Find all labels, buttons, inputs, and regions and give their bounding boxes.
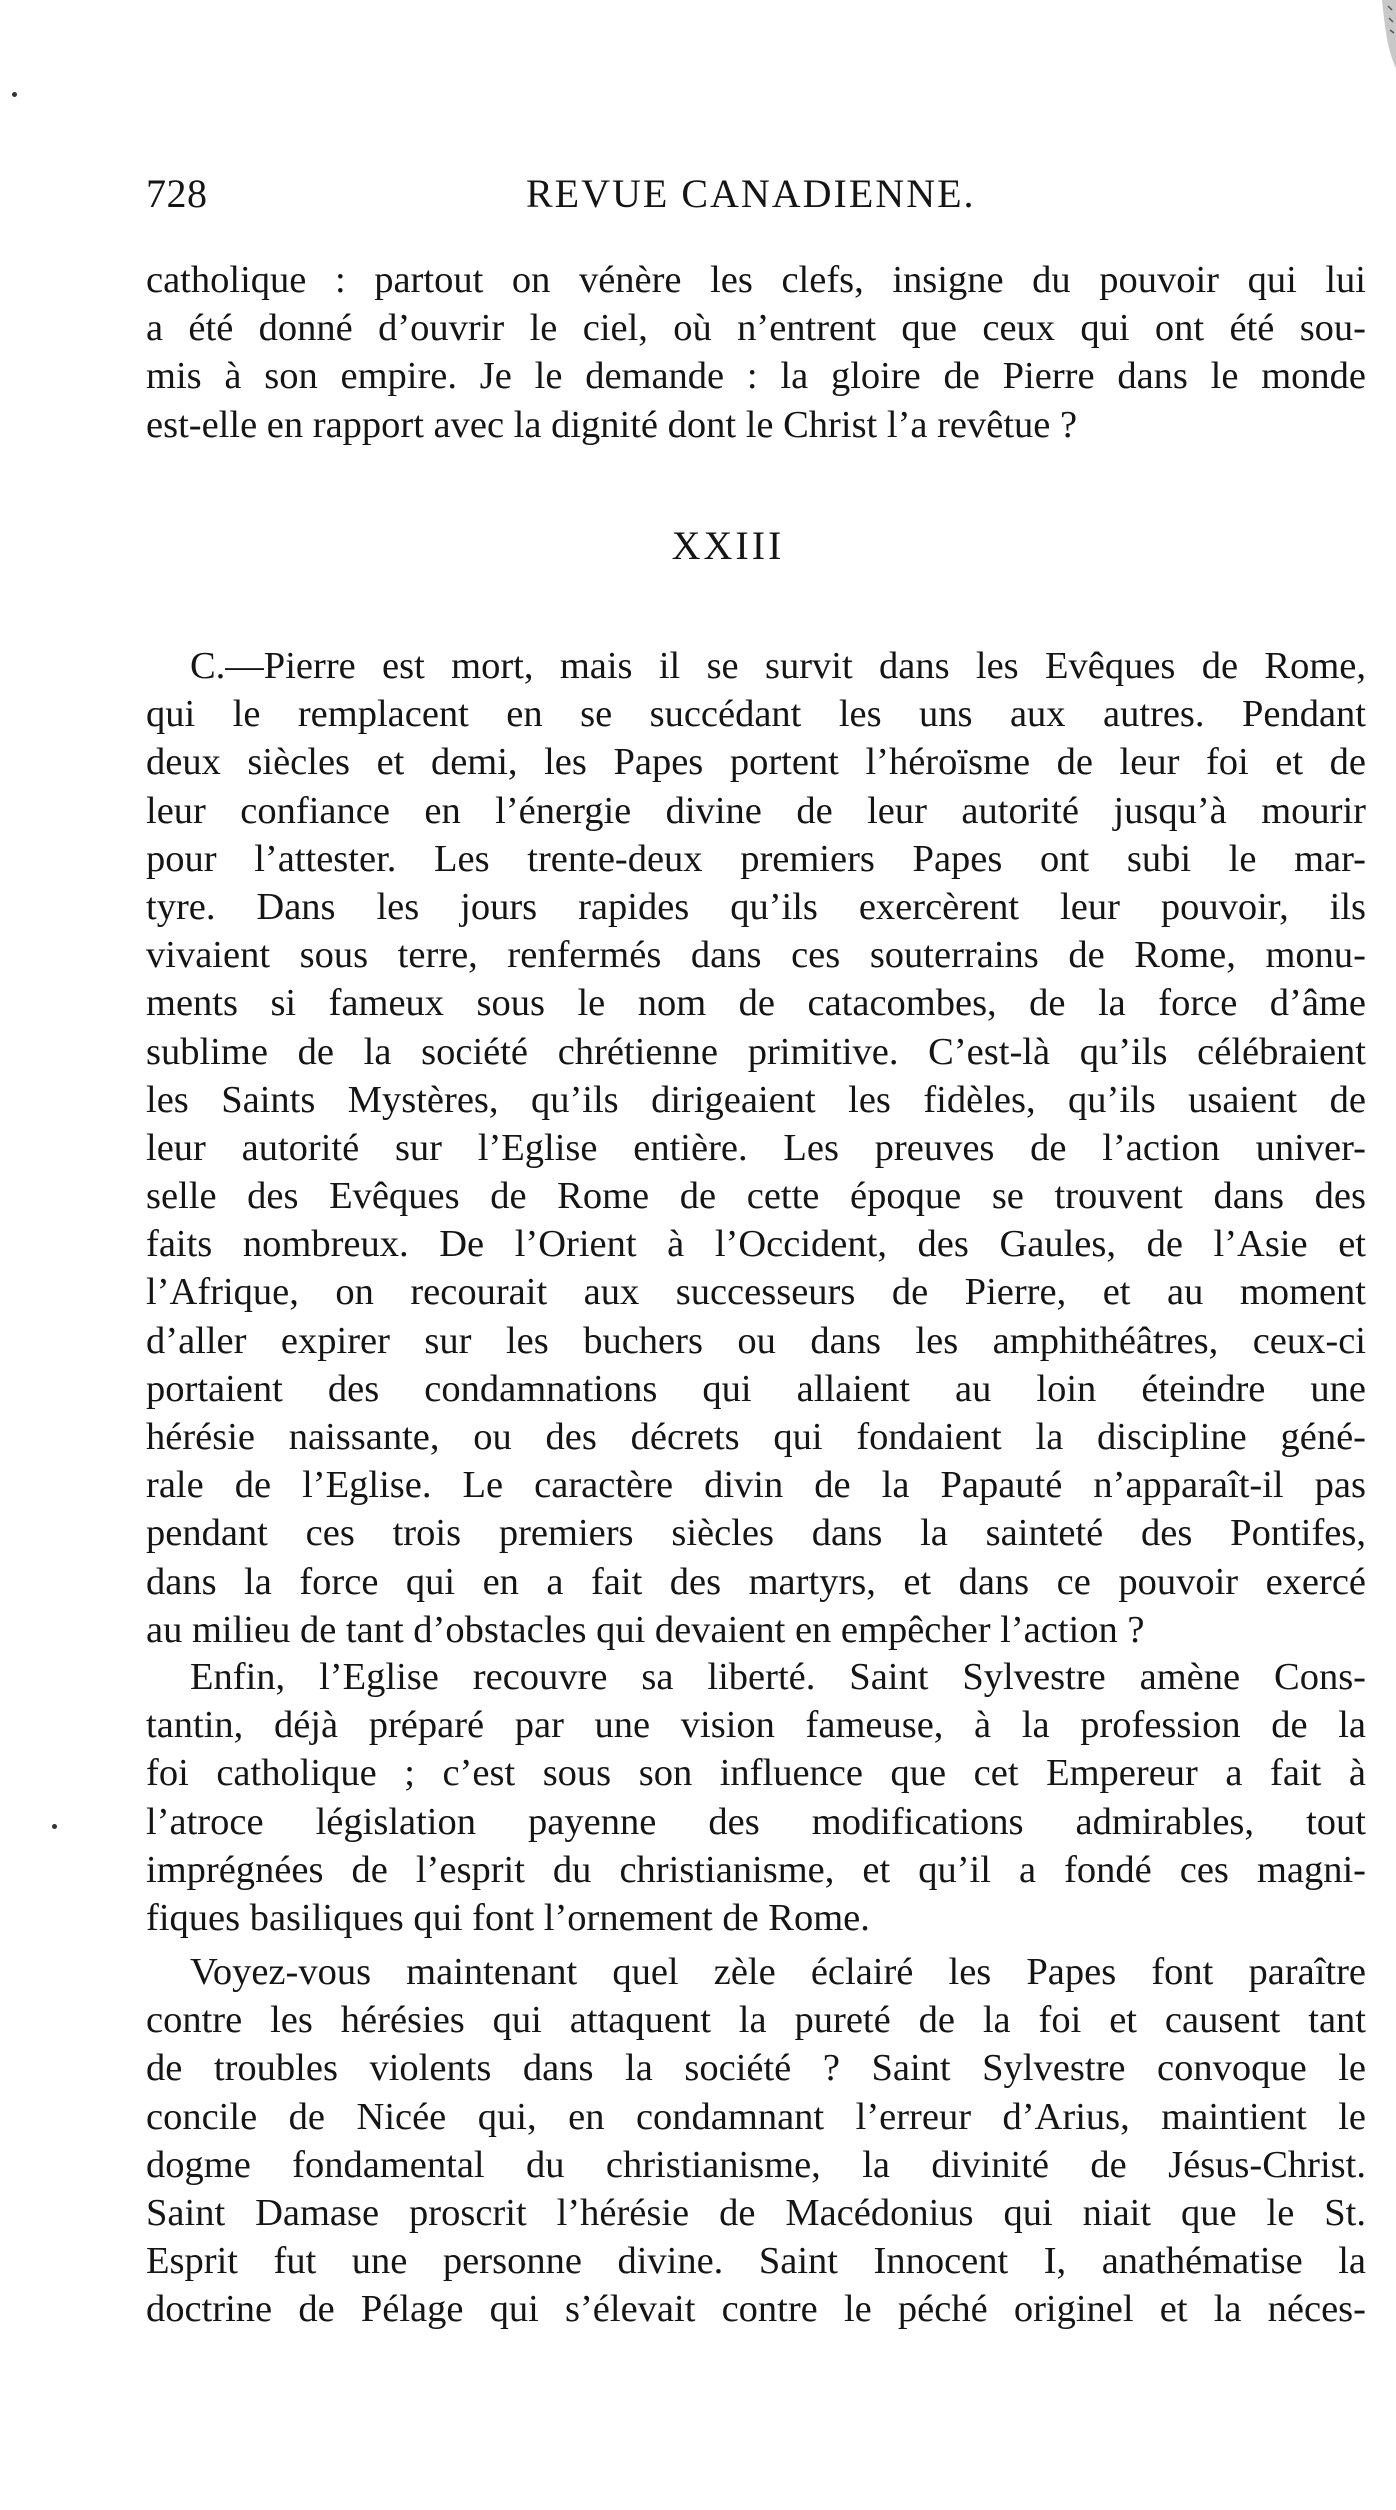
text-line: doctrine de Pélage qui s’élevait contre le péché originel et la néces- bbox=[146, 2288, 1366, 2331]
text-line: concile de Nicée qui, en condamnant l’erreur d’Arius, maintient le bbox=[146, 2095, 1366, 2138]
page-number: 728 bbox=[146, 171, 208, 216]
text-line: dogme fondamental du christianisme, la divinité de Jésus-Christ. bbox=[146, 2143, 1366, 2186]
paragraph-3 bbox=[146, 1948, 1366, 2334]
text-line: sublime de la société chrétienne primitive. C’est-là qu’ils célébraient bbox=[146, 1030, 1366, 1073]
text-line: portaient des condamnations qui allaient au loin éteindre une bbox=[146, 1367, 1366, 1410]
text-line: contre les hérésies qui attaquent la pureté de la foi et causent tant bbox=[146, 1999, 1366, 2042]
text-line: imprégnées de l’esprit du christianisme, et qu’il a fondé ces magni- bbox=[146, 1848, 1366, 1891]
text-line: l’atroce législation payenne des modifications admirables, tout bbox=[146, 1800, 1366, 1843]
text-line: leur confiance en l’énergie divine de leur autorité jusqu’à mourir bbox=[146, 789, 1366, 832]
text-line: de troubles violents dans la société ? Saint Sylvestre convoque le bbox=[146, 2047, 1366, 2090]
text-line: a été donné d’ouvrir le ciel, où n’entrent que ceux qui ont été sou- bbox=[146, 307, 1366, 350]
text-line: Voyez-vous maintenant quel zèle éclairé les Papes font paraître bbox=[190, 1951, 1366, 1993]
text-line: pour l’attester. Les trente-deux premiers Papes ont subi le mar- bbox=[146, 837, 1366, 880]
page-corner-smudge bbox=[1362, 0, 1396, 70]
text-line: selle des Evêques de Rome de cette époque se trouvent dans des bbox=[146, 1175, 1366, 1218]
text-line: faits nombreux. De l’Orient à l’Occident, des Gaules, de l’Asie et bbox=[146, 1223, 1366, 1266]
text-line: l’Afrique, on recourait aux successeurs de Pierre, et au moment bbox=[146, 1271, 1366, 1314]
ink-speck bbox=[12, 92, 17, 97]
text-line: pendant ces trois premiers siècles dans la sainteté des Pontifes, bbox=[146, 1512, 1366, 1555]
text-line: catholique : partout on vénère les clefs, insigne du pouvoir qui lui bbox=[146, 259, 1366, 301]
text-line: dans la force qui en a fait des martyrs, et dans ce pouvoir exercé bbox=[146, 1560, 1366, 1603]
text-line: leur autorité sur l’Eglise entière. Les preuves de l’action univer- bbox=[146, 1126, 1366, 1169]
top-paragraph bbox=[146, 256, 1366, 449]
text-line: Enfin, l’Eglise recouvre sa liberté. Saint Sylvestre amène Cons- bbox=[190, 1656, 1366, 1698]
text-line: les Saints Mystères, qu’ils dirigeaient les fidèles, qu’ils usaient de bbox=[146, 1078, 1366, 1121]
text-line: Saint Damase proscrit l’hérésie de Macédonius qui niait que le St. bbox=[146, 2191, 1366, 2234]
running-header bbox=[146, 170, 1386, 230]
text-line: qui le remplacent en se succédant les uns aux autres. Pendant bbox=[146, 693, 1366, 736]
text-line: C.—Pierre est mort, mais il se survit dans les Evêques de Rome, bbox=[190, 645, 1366, 687]
text-line: au milieu de tant d’obstacles qui devaient en empêcher l’action ? bbox=[146, 1608, 1145, 1651]
text-line: mis à son empire. Je le demande : la gloire de Pierre dans le monde bbox=[146, 355, 1366, 398]
text-line: est-elle en rapport avec la dignité dont le Christ l’a revêtue ? bbox=[146, 403, 1078, 446]
text-line: foi catholique ; c’est sous son influence que cet Empereur a fait à bbox=[146, 1752, 1366, 1795]
text-line: fiques basiliques qui font l’ornement de Rome. bbox=[146, 1896, 870, 1939]
text-line: tyre. Dans les jours rapides qu’ils exercèrent leur pouvoir, ils bbox=[146, 885, 1366, 928]
text-line: tantin, déjà préparé par une vision fameuse, à la profession de la bbox=[146, 1704, 1366, 1747]
text-line: rale de l’Eglise. Le caractère divin de la Papauté n’apparaît-il pas bbox=[146, 1464, 1366, 1507]
paragraph-2 bbox=[146, 1653, 1366, 1942]
text-line: d’aller expirer sur les buchers ou dans les amphithéâtres, ceux-ci bbox=[146, 1319, 1366, 1362]
text-line: hérésie naissante, ou des décrets qui fondaient la discipline géné- bbox=[146, 1416, 1366, 1458]
section-heading: XXIII bbox=[671, 523, 785, 568]
paragraph-1 bbox=[190, 642, 1366, 690]
text-line: ments si fameux sous le nom de catacombes, de la force d’âme bbox=[146, 982, 1366, 1025]
paragraph-1-body bbox=[146, 690, 1366, 1654]
running-title: REVUE CANADIENNE. bbox=[526, 171, 976, 216]
text-line: Esprit fut une personne divine. Saint Innocent I, anathématise la bbox=[146, 2240, 1366, 2283]
text-line: vivaient sous terre, renfermés dans ces souterrains de Rome, monu- bbox=[146, 934, 1366, 977]
ink-speck bbox=[52, 1824, 57, 1829]
text-line: deux siècles et demi, les Papes portent l’héroïsme de leur foi et de bbox=[146, 741, 1366, 784]
